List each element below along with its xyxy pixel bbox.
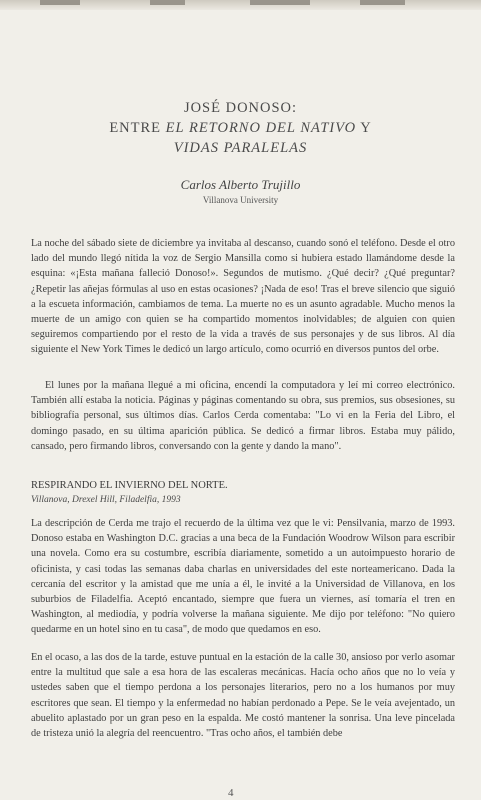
title-suffix: Y [356,120,372,136]
page-number: 4 [228,787,234,799]
body-paragraph-1: La noche del sábado siete de diciembre ya invitaba al descanso, cuando sonó el teléfono. Desde el otro lado del mundo llegó nítida la voz de Sergio Mansilla como si hubiera estado llamándome desde la esquina: «¡Esta mañana falleció Donoso!». Segundos de mutismo. ¿Qué decir? ¿Qué preguntar? ¿Repetir las añejas fórmulas al uso en estas ocasiones? ¡Nada de eso! Tras el breve silencio que siguió a la escueta información, cambiamos de tema. La muerte no es un asunto agradable. Mucho menos la muerte de un amigo con quien se ha compartido momentos inolvidables; de alguien con quien seguiremos compartiendo por el resto de la vida a través de sus personajes y de sus libros. Al día siguiente el New York Times le dedicó un largo artículo, como ocurrió en diversos puntos del orbe. [31,238,455,356]
scan-artifact [360,0,405,5]
section-heading: RESPIRANDO EL INVIERNO DEL NORTE. [31,480,228,491]
section-paragraph-2: En el ocaso, a las dos de la tarde, estuve puntual en la estación de la calle 30, ansioso por verlo asomar entre la multitud que sale a esa hora de las escaleras mecánicas. Hacía ocho años que no lo veía y ustedes saben que el tiempo perdona a los personajes literarios, pero no a los humanos por muy escritores que sean. El tiempo y la enfermedad no habían perdonado a Pepe. Se le veía avejentado, un abuelito aplastado por un gran peso en la espalda. Me costó mantener la sonrisa. Una leve pincelada de tristeza unió la alegría del reencuentro. "Tras ocho años, el también debe [31,652,455,740]
section-paragraph-1: La descripción de Cerda me trajo el recuerdo de la última vez que le vi: Pensilvania, marzo de 1993. Donoso estaba en Washington D.C. gracias a una beca de la Fundación Woodrow Wilson para escribir una novela. Como era su costumbre, escribía diariamente, sometido a un autoimpuesto horario de oficinista, y casi todas las semanas daba charlas en universidades del este norteamericano. Dada la cercanía del escritor y la amistad que me unía a él, le invité a la Universidad de Villanova, en los suburbios de Filadelfia. Aceptó encantado, siempre que fuera un viernes, así tomaría el tren en Washington, al mediodía, y podría volverse la mañana siguiente. Me dijo por teléfono: "No quiero quedarme en un hotel sino en tu casa", de modo que quedamos en eso. [31,518,455,636]
scan-artifact [250,0,310,5]
scan-top-edge [0,0,481,10]
author-name: Carlos Alberto Trujillo [180,177,301,192]
section-subheading: Villanova, Drexel Hill, Filadelfia, 1993 [31,495,181,505]
article-title-line-2 [0,120,481,137]
article-title-line-3: VIDAS PARALELAS [173,140,308,156]
scan-artifact [40,0,80,5]
title-prefix: ENTRE [109,120,166,136]
body-paragraph-2: El lunes por la mañana llegué a mi oficina, encendí la computadora y leí mi correo electrónico. También allí estaba la noticia. Páginas y páginas comentando su obra, sus premios, sus obsesiones, su bibliografía personal, sus últimos días. Carlos Cerda comentaba: "Lo vi en la Feria del Libro, el domingo pasado, en su última aparición pública. Se dedicó a firmar libros. Estaba muy pálido, cansado, pero firmando libros, conversando con la gente y dando la mano". [31,380,455,452]
article-title-line-1: JOSÉ DONOSO: [183,100,298,116]
scan-artifact [150,0,185,5]
title-italic: EL RETORNO DEL NATIVO [165,120,357,136]
author-affiliation: Villanova University [202,195,279,205]
